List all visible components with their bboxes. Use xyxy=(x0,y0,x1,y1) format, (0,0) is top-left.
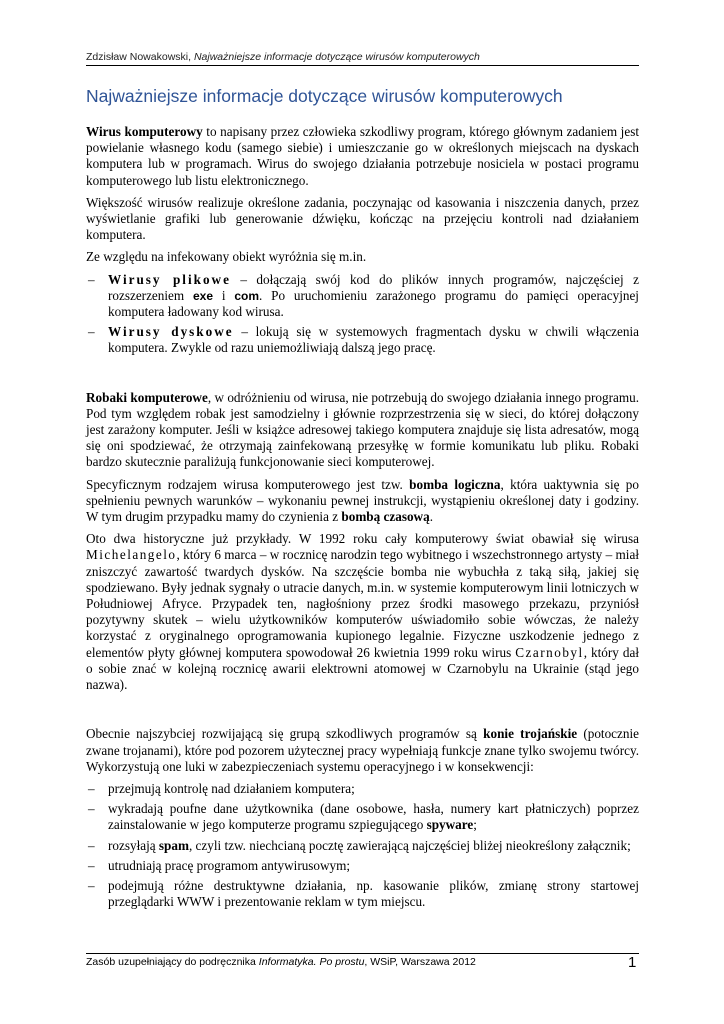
running-header xyxy=(86,51,639,63)
list-item: – utrudniają pracę programom antywirusowym; xyxy=(86,858,639,874)
term-wirus: Wirus komputerowy xyxy=(86,124,203,139)
header-rule xyxy=(86,65,639,66)
page-number: 1 xyxy=(628,954,637,971)
list-item: – wykradają poufne dane użytkownika (dane osobowe, hasła, numery kart płatniczych) poprzez zainstalowanie w jego komputerze programu szpiegującego spyware; xyxy=(86,801,639,833)
virus-types-intro: Ze względu na infekowany obiekt wyróżnia się m.in. xyxy=(86,249,367,265)
running-footer: Zasób uzupełniający do podręcznika Informatyka. Po prostu, WSiP, Warszawa 2012 xyxy=(86,956,476,968)
virus-tasks-paragraph: Większość wirusów realizuje określone zadania, poczynając od kasowania i niszczenia danych, przez wyświetlanie grafiki lub generowanie dźwięku, kończąc na przejęciu kontroli nad działaniem komputera. xyxy=(86,194,639,243)
historical-examples-paragraph: Oto dwa historyczne już przykłady. W 1992 roku cały komputerowy świat obawiał się wirusa Michelangelo, który 6 marca – w rocznicę narodzin tego wybitnego i wszechstronnego artysty – miał zniszczyć zawartość twardych dysków. Na szczęście bomba nie wybuchła z taką siłą, jakiej się spodziewano. Były jednak sygnały o utracie danych, m.in. w systemie komputerowym linii lotniczych w Południowej Afryce. Przypadek ten, nagłośniony przez środki masowego przekazu, przyniósł pozytywny skutek – wielu użytkowników komputerów uświadomiło sobie wówczas, że należy korzystać z oryginalnego oprogramowania kupionego legalnie. Fizyczne uszkodzenie jednego z elementów płyty głównej komputera spowodował 26 kwietnia 1999 roku wirus Czarnobyl, który dał o sobie znać w kolejną rocznicę awarii elektrowni atomowej w Czarnobylu na Ukrainie (stąd jego nazwa). xyxy=(86,531,639,693)
trojan-effects-list xyxy=(86,781,639,910)
page-title: Najważniejsze informacje dotyczące wirusów komputerowych xyxy=(86,86,563,106)
footer-book-title: Informatyka. Po prostu xyxy=(258,956,365,968)
list-item: – rozsyłają spam, czyli tzw. niechcianą pocztę zawierającą najczęściej bliżej nieokreślony załącznik; xyxy=(86,838,639,854)
virus-definition-paragraph: Wirus komputerowy to napisany przez człowieka szkodliwy program, którego głównym zadaniem jest powielanie własnego kodu (samego siebie) i umieszczanie go w określonych miejscach na dyskach komputera lub w programach. Wirus do swojego działania potrzebuje nosiciela w postaci programu komputerowego lub listu elektronicznego. xyxy=(86,124,639,188)
document-body xyxy=(86,124,639,916)
trojans-paragraph: Obecnie najszybciej rozwijającą się grupą szkodliwych programów są konie trojańskie (potocznie zwane trojanami), które pod pozorem użytecznej pracy wypełniają funkcje znane tylko swojemu twórcy. Wykorzystują one luki w zabezpieczeniach systemu operacyjnego i w konsekwencji: xyxy=(86,726,639,774)
header-doc-title: Najważniejsze informacje dotyczące wirusów komputerowych xyxy=(193,51,480,63)
footer-rule xyxy=(86,953,639,954)
virus-types-list xyxy=(86,272,639,357)
logic-bomb-paragraph: Specyficznym rodzajem wirusa komputerowego jest tzw. bomba logiczna, która uaktywnia się po spełnieniu pewnych warunków – wykonaniu pewnej instrukcji, wystąpieniu określonej daty i godziny. W tym drugim przypadku mamy do czynienia z bombą czasową. xyxy=(86,476,639,525)
header-author: Zdzisław Nowakowski, xyxy=(86,51,194,63)
list-item: – Wirusy dyskowe – lokują się w systemowych fragmentach dysku w chwili włączenia komputera. Zwykle od razu uniemożliwiają dalszą jego pracę. xyxy=(86,324,639,356)
worms-paragraph: Robaki komputerowe, w odróżnieniu od wirusa, nie potrzebują do swojego działania innego programu. Pod tym względem robak jest samodzielny i głównie rozprzestrzenia się w sieci, do której dołączony jest zarażony komputer. Jeśli w książce adresowej takiego komputera znajduje się lista adresatów, mogą się oni spodziewać, że otrzymają zainfekowaną przesyłkę w formie komunikatu lub pliku. Robaki bardzo skutecznie paraliżują funkcjonowanie sieci komputerowej. xyxy=(86,389,639,470)
list-item: – podejmują różne destruktywne działania, np. kasowanie plików, zmianę strony startowej przeglądarki WWW i prezentowanie reklam w tym miejscu. xyxy=(86,878,639,910)
list-item: – Wirusy plikowe – dołączają swój kod do plików innych programów, najczęściej z rozszerzeniem exe i com. Po uruchomieniu zarażonego programu do pamięci operacyjnej komputera ładowany kod wirusa. xyxy=(86,272,639,321)
list-item: – przejmują kontrolę nad działaniem komputera; xyxy=(86,781,639,797)
